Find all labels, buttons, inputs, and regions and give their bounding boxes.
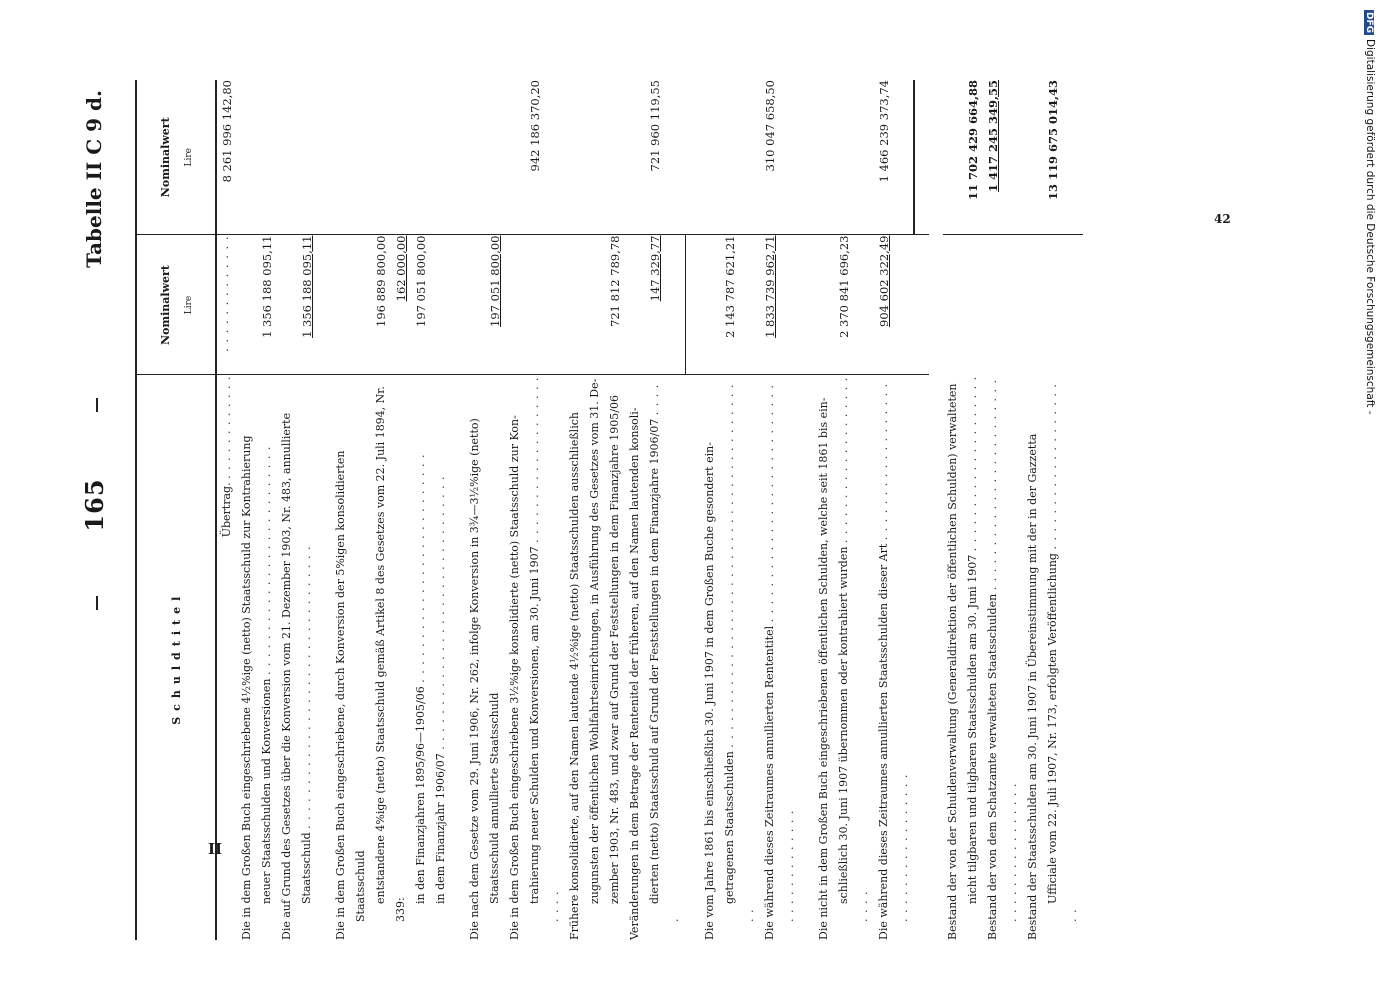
table-row: Die in dem Großen Buch eingeschriebene, durch Konversion der 5%igen konsolidierten Staatsschuld entstandene 4%ige (netto) Staatsschuld gemäß Artikel 8 des Gesetzes vom 22. Juli 1894, Nr. 339: in den Finanzjahren 1895/96—1905/06 . . . . . . . . . . . . . . . . . . . . . . . . . . in dem Finanzjahr 1906/07 . . . . . . . . . . . . . . . . . . . . . . . . . . . . . . . 196 889 800,00 162 000,00 197 051 800,00 — [331, 80, 451, 940]
leader-dots: . . . . . . . . . . . . — [220, 375, 233, 479]
total-value: 1 417 245 349,55 — [985, 80, 1000, 193]
digitization-note — [1364, 10, 1376, 415]
rotated-page-content — [80, 80, 1210, 940]
row-text-line: Die in dem Großen Buch eingeschriebene 4½%ige (netto) Staatsschuld zur Kontrahierung — [240, 435, 253, 940]
row-subtotal: 197 051 800,00 — [414, 235, 428, 327]
table-header-row — [136, 80, 216, 940]
row-text-line: Veränderungen in dem Betrage der Rentenitel der früheren, auf den Namen lautenden konsoli- — [628, 407, 641, 940]
header-nominal-2-label: Nominalwert — [158, 117, 172, 198]
header-schuldtitel: Schuldtitel — [136, 375, 216, 940]
row-text-line: dierten (netto) Staatsschuld auf Grund der Feststellungen in dem Finanzjahre 1906/07 — [648, 418, 661, 904]
row-value: 1 356 188 095,11 — [300, 235, 314, 338]
total-row: Bestand der Staatsschulden am 30. Juni 1907 in Übereinstimmung mit der in der Gazzetta Ufficiale vom 22. Juli 1907, Nr. 173, erfolgten Veröffentlichung . . . . . . . . . . . . . . . . . . . . . 13 119 675 014,43 — [1023, 80, 1083, 940]
total-row: Bestand der von dem Schatzamte verwalteten Staatsschulden . . . . . . . . . . . . . . . . . . . . . . . . . . . . . . . . . . . . . . . . 1 417 245 349,55 — [983, 80, 1023, 940]
row-text-line: Die nicht in dem Großen Buch eingeschriebenen öffentlichen Schulden, welche seit 1861 bis ein- — [816, 397, 830, 940]
table-row: Die nicht in dem Großen Buch eingeschriebenen öffentlichen Schulden, welche seit 1861 bis ein- schließlich 30. Juni 1907 übernommen oder kontrahiert wurden . . . . . . . . . . . . . . . . . . . . . . . 2 370 841 696,23 — [814, 80, 874, 940]
row-text-line: Die während dieses Zeitraumes annullierten Rententitel — [762, 625, 776, 940]
row-text-line: Die in dem Großen Buch eingeschriebene, durch Konversion der 5%igen konsolidierten Staatsschuld — [334, 450, 367, 940]
table-row: Die auf Grund des Gesetzes über die Konversion vom 21. Dezember 1903, Nr. 483, annullierte Staatsschuld . . . . . . . . . . . . . . . . . . . . . . . . . . . . . . . . 1 356 188 095,11 — [277, 80, 317, 940]
digitization-text: Digitalisierung gefördert durch die Deutsche Forschungsgemeinschaft - — [1364, 39, 1376, 415]
total-text-line: nicht tilgbaren und tilgbaren Staatsschulden am 30. Juni 1907 — [965, 554, 979, 904]
leader-dots: . . . . . . . . . . . . . — [217, 235, 231, 352]
row-text-line: trahierung neuer Schulden und Konversionen, am 30. Juni 1907 — [528, 546, 541, 904]
total-row: Bestand der von der Schuldenverwaltung (Generaldirektion der öffentlichen Schulden) verwalteten nicht tilgbaren und tilgbaren Staatsschulden am 30. Juni 1907 . . . . . . . . . . . . . . . . . . . . 11 702 429 664,88 — [943, 80, 983, 940]
row-value: 721 960 119,55 — [648, 80, 662, 172]
table-row — [465, 80, 505, 940]
page-header — [80, 80, 130, 940]
carry-row — [216, 80, 237, 940]
total-text-line: Bestand der Staatsschulden am 30. Juni 1907 in Übereinstimmung mit der in der Gazzetta — [1025, 433, 1039, 940]
table-row — [565, 80, 625, 940]
row-text-line: neuer Staatsschulden und Konversionen — [260, 678, 273, 904]
total-text-line: Bestand der von der Schuldenverwaltung (Generaldirektion der öffentlichen Schulden) verwalteten — [945, 383, 959, 940]
carry-value: 8 261 996 142,80 — [220, 80, 234, 183]
header-nominal-1 — [136, 235, 216, 375]
dfg-logo: DFG — [1364, 12, 1374, 34]
row-text-line: schließlich 30. Juni 1907 übernommen oder kontrahiert wurden — [836, 546, 850, 904]
dash-right — [96, 398, 98, 412]
table-name: Tabelle II C 9 d. — [82, 90, 106, 268]
row-value: 310 047 658,50 — [762, 80, 777, 172]
debt-table — [135, 80, 1083, 940]
table-row: Die in dem Großen Buch eingeschriebene 4½%ige (netto) Staatsschuld zur Kontrahierung neuer Staatsschulden und Konversionen . . . . . . . . . . . . . . . . . . . . . . . . . . 1 356 188 095,11 — [237, 80, 277, 940]
row-text-line: in den Finanzjahren 1895/96—1905/06 — [414, 686, 427, 904]
header-nominal-2 — [136, 80, 216, 235]
row-text-line: zember 1903, Nr. 483, und zwar auf Grund der Feststellungen in dem Finanzjahre 1905/06 — [608, 395, 621, 904]
row-value: 904 602 322,49 — [876, 235, 891, 327]
row-value: 721 812 789,78 — [608, 235, 622, 327]
header-unit-2: Lire — [183, 148, 194, 167]
row-value: 1 356 188 095,11 — [260, 235, 274, 338]
row-text-line: Die auf Grund des Gesetzes über die Konversion vom 21. Dezember 1903, Nr. 483, annullierte — [280, 412, 293, 940]
header-unit-1: Lire — [183, 295, 194, 315]
row-value: 1 466 239 373,74 — [876, 80, 891, 183]
header-nominal-1-label: Nominalwert — [158, 265, 172, 345]
table-row: Die in dem Großen Buch eingeschriebene 3½%ige konsolidierte (netto) Staatsschuld zur Kon- trahierung neuer Schulden und Konversionen, am 30. Juni 1907 . . . . . . . . . . . . . . . . . . . . . . . 942 186 370,20 — [505, 80, 565, 940]
row-value: 196 889 800,00 — [374, 235, 388, 327]
side-number: 42 — [1214, 212, 1231, 226]
row-value: 2 370 841 696,23 — [836, 235, 851, 338]
page-number: 165 — [80, 478, 109, 532]
row-value: 942 186 370,20 — [528, 80, 542, 172]
row-value: 162 000,00 — [394, 235, 408, 302]
row-text-line: Die während dieses Zeitraumes annullierten Staatsschulden dieser Art — [876, 543, 890, 940]
table-row: Die während dieses Zeitraumes annullierten Staatsschulden dieser Art . . . . . . . . . . . . . . . . . . . . . . . . . . . . . . . . . . . 904 602 322,49 1 466 239 373,74 — [874, 80, 914, 940]
table-row: Veränderungen in dem Betrage der Rentenitel der früheren, auf den Namen lautenden konsoli- dierten (netto) Staatsschuld auf Grund der Feststellungen in dem Finanzjahre 1906/07 . . . . . 147 329,77 721 960 119,55 — [625, 80, 685, 940]
row-text-line: Die in dem Großen Buch eingeschriebene 3½%ige konsolidierte (netto) Staatsschuld zur Kon- — [508, 415, 521, 940]
carry-label: Übertrag. — [220, 482, 233, 538]
side-roman-numeral: II — [208, 840, 223, 858]
table-row: Die während dieses Zeitraumes annullierten Rententitel . . . . . . . . . . . . . . . . . . . . . . . . . . . . . . . . . . . . . . . . 1 833 739 962,71 310 047 658,50 — [760, 80, 800, 940]
total-value: 11 702 429 664,88 — [965, 80, 980, 201]
row-text-line: Die nach dem Gesetze vom 29. Juni 1906, Nr. 262, infolge Konversion in 3¾—3½%ige (netto) — [468, 418, 481, 940]
row-text-line: Die vom Jahre 1861 bis einschließlich 30. Juni 1907 in dem Großen Buche gesondert ein- — [702, 442, 716, 940]
grand-total-value: 13 119 675 014,43 — [1045, 80, 1060, 201]
row-value: 1 833 739 962,71 — [762, 235, 777, 338]
row-text-line: zugunsten der öffentlichen Wohlfahrtseinrichtungen, in Ausführung des Gesetzes vom 31. De- — [588, 378, 601, 904]
row-text-line: in dem Finanzjahr 1906/07 — [434, 753, 447, 904]
row-text-line: Frühere konsolidierte, auf den Namen lautende 4½%ige (netto) Staatsschulden ausschließlich — [568, 412, 581, 940]
row-text-line: entstandene 4%ige (netto) Staatsschuld gemäß Artikel 8 des Gesetzes vom 22. Juli 1894, Nr. 339: — [374, 386, 407, 922]
row-text-line: Staatsschuld annullierte Staatsschuld — [488, 692, 501, 904]
row-value: 147 329,77 — [648, 235, 662, 302]
table-row: Die vom Jahre 1861 bis einschließlich 30. Juni 1907 in dem Großen Buche gesondert ein- getragenen Staatsschulden . . . . . . . . . . . . . . . . . . . . . . . . . . . . . . . . . . . . . . . . . . . 2 143 787 621,21 — [700, 80, 760, 940]
row-value: 2 143 787 621,21 — [722, 235, 737, 338]
total-text-line: Bestand der von dem Schatzamte verwalteten Staatsschulden — [985, 593, 999, 940]
row-value: 197 051 800,00 — [488, 235, 502, 327]
row-text-line: Staatsschuld — [300, 832, 313, 904]
dash-left — [96, 596, 98, 610]
total-text-line: Ufficiale vom 22. Juli 1907, Nr. 173, erfolgten Veröffentlichung — [1045, 553, 1059, 904]
row-text-line: getragenen Staatsschulden — [722, 751, 736, 904]
